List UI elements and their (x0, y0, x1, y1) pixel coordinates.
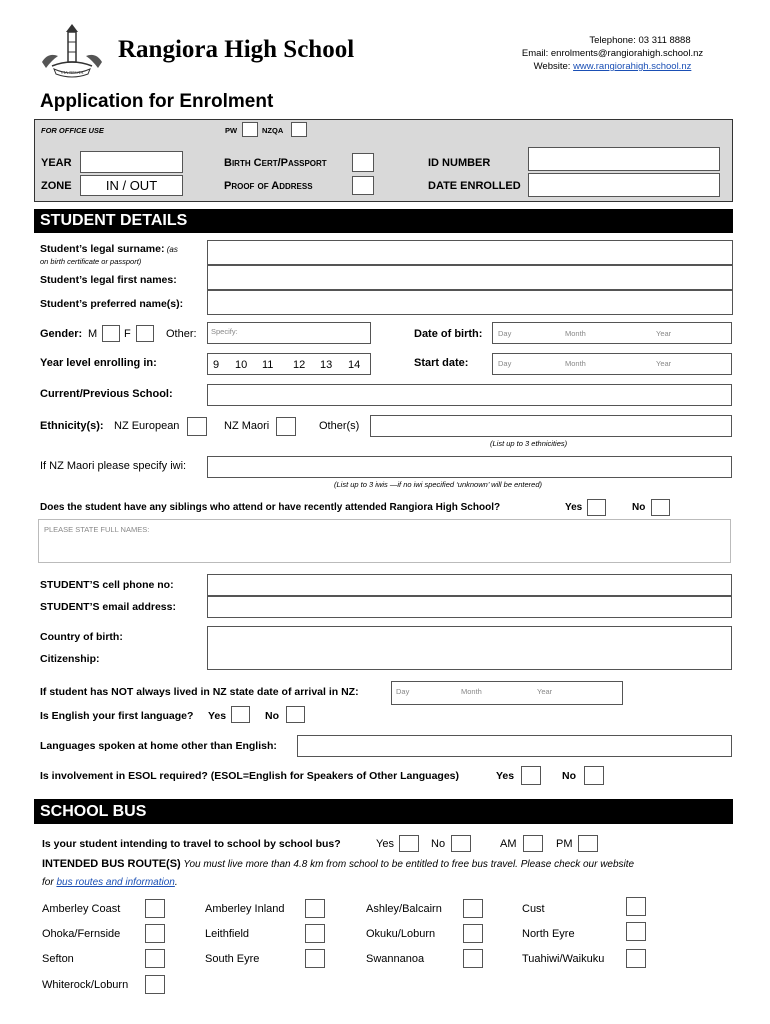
siblings-yes-label: Yes (565, 502, 583, 513)
bus-am-label: AM (500, 838, 517, 850)
proof-address-checkbox[interactable] (352, 176, 374, 195)
siblings-names-placeholder: PLEASE STATE FULL NAMES: (44, 525, 150, 534)
preferred-name-label: Student’s preferred name(s): (40, 298, 184, 310)
page-title: Application for Enrolment (40, 91, 274, 112)
surname-note-a: (as (164, 245, 178, 254)
route-label-okuku-loburn: Okuku/Loburn (366, 928, 436, 940)
route-checkbox-swannanoa[interactable] (463, 949, 483, 968)
bus-am-checkbox[interactable] (523, 835, 543, 852)
nz-maori-label: NZ Maori (224, 420, 270, 432)
route-label-tuahiwi-waikuku: Tuahiwi/Waikuku (522, 953, 605, 965)
gender-other-label: Other: (166, 328, 197, 340)
first-names-field[interactable] (207, 265, 733, 290)
dob-month-placeholder: Month (565, 329, 586, 338)
crest-motto: VIA RECTA (60, 70, 84, 75)
country-label: Country of birth: (40, 631, 123, 643)
route-label-sefton: Sefton (42, 953, 74, 965)
bus-no-checkbox[interactable] (451, 835, 471, 852)
arrival-label: If student has NOT always lived in NZ state date of arrival in NZ: (40, 686, 359, 698)
year-level-11[interactable]: 11 (262, 359, 274, 371)
dob-field[interactable] (492, 322, 732, 344)
esol-no-checkbox[interactable] (584, 766, 604, 785)
arrival-year-placeholder: Year (537, 687, 553, 696)
route-checkbox-amberley-inland[interactable] (305, 899, 325, 918)
iwi-note: (List up to 3 iwis —if no iwi specified ‘unknown’ will be entered) (334, 480, 543, 489)
english-yes-checkbox[interactable] (231, 706, 250, 723)
proof-address-label: Proof of Address (224, 180, 313, 192)
country-citizenship-field[interactable] (207, 626, 732, 670)
birth-cert-label: Birth Cert/Passport (224, 157, 327, 169)
dob-day-placeholder: Day (498, 329, 512, 338)
route-label-ashley-balcairn: Ashley/Balcairn (366, 903, 442, 915)
ethnicity-others-label: Other(s) (319, 420, 360, 432)
prev-school-label: Current/Previous School: (40, 388, 173, 400)
cell-label: STUDENT’S cell phone no: (40, 579, 174, 591)
email-label: STUDENT’S email address: (40, 601, 176, 613)
gender-f-checkbox[interactable] (136, 325, 154, 342)
english-no-label: No (265, 710, 279, 722)
start-date-field[interactable] (492, 353, 732, 375)
prev-school-field[interactable] (207, 384, 732, 406)
start-date-label: Start date: (414, 357, 469, 369)
start-year-placeholder: Year (656, 359, 672, 368)
bus-route-period: . (174, 877, 178, 888)
surname-label-text: Student’s legal surname: (40, 243, 165, 255)
nzqa-label: NZQA (262, 126, 284, 135)
surname-label (40, 243, 178, 255)
arrival-date-field[interactable] (391, 681, 623, 705)
route-label-south-eyre: South Eyre (205, 953, 260, 965)
siblings-no-label: No (632, 502, 646, 513)
date-enrolled-field[interactable] (528, 173, 720, 197)
route-checkbox-ashley-balcairn[interactable] (463, 899, 483, 918)
english-first-label: Is English your first language? (40, 710, 194, 722)
ethnicity-others-field[interactable] (370, 415, 732, 437)
nz-maori-checkbox[interactable] (276, 417, 296, 436)
route-label-north-eyre: North Eyre (522, 928, 575, 940)
gender-m-checkbox[interactable] (102, 325, 120, 342)
iwi-label: If NZ Maori please specify iwi: (40, 460, 187, 472)
bus-route-info-line2 (42, 877, 178, 888)
year-level-field[interactable] (207, 353, 371, 375)
route-checkbox-ohoka-fernside[interactable] (145, 924, 165, 943)
student-details-banner: STUDENT DETAILS (34, 209, 733, 233)
siblings-question: Does the student have any siblings who attend or have recently attended Rangiora High School? (40, 502, 501, 513)
route-checkbox-cust[interactable] (626, 897, 646, 916)
dob-year-placeholder: Year (656, 329, 672, 338)
specify-placeholder: Specify: (211, 327, 238, 336)
gender-label: Gender: (40, 328, 83, 340)
bus-no-label: No (431, 838, 446, 850)
school-bus-banner: SCHOOL BUS (34, 799, 733, 824)
route-label-amberley-inland: Amberley Inland (205, 903, 285, 915)
citizenship-label: Citizenship: (40, 653, 100, 665)
surname-note-b: on birth certificate or passport) (40, 257, 142, 266)
esol-yes-checkbox[interactable] (521, 766, 541, 785)
bus-route-info (42, 858, 634, 870)
bus-route-note2: for (42, 877, 57, 888)
esol-no-label: No (562, 770, 576, 782)
telephone: Telephone: 03 311 8888 (589, 35, 691, 46)
zone-value: IN / OUT (105, 178, 158, 193)
year-level-12[interactable]: 12 (293, 359, 306, 371)
arrival-day-placeholder: Day (396, 687, 410, 696)
ethnicity-label: Ethnicity(s): (40, 420, 104, 432)
year-field[interactable] (80, 151, 183, 173)
id-number-field[interactable] (528, 147, 720, 171)
gender-m-label: M (88, 328, 98, 340)
dob-label: Date of birth: (414, 328, 483, 340)
year-level-9[interactable]: 9 (213, 359, 220, 371)
siblings-yes-checkbox[interactable] (587, 499, 606, 516)
nz-european-label: NZ European (114, 420, 180, 432)
route-checkbox-tuahiwi-waikuku[interactable] (626, 949, 646, 968)
year-level-13[interactable]: 13 (320, 359, 333, 371)
date-enrolled-label: DATE ENROLLED (428, 180, 521, 192)
route-checkbox-sefton[interactable] (145, 949, 165, 968)
route-label-whiterock-loburn: Whiterock/Loburn (42, 979, 129, 991)
nzqa-checkbox[interactable] (291, 122, 307, 137)
route-label-ohoka-fernside: Ohoka/Fernside (42, 928, 121, 940)
first-names-label: Student’s legal first names: (40, 274, 177, 286)
iwi-field[interactable] (207, 456, 732, 478)
cell-field[interactable] (207, 574, 732, 596)
website-label: Website: (533, 61, 574, 72)
school-name: Rangiora High School (118, 36, 355, 63)
bus-pm-label: PM (556, 838, 573, 850)
preferred-name-field[interactable] (207, 290, 733, 315)
english-yes-label: Yes (208, 710, 227, 722)
pw-label: PW (225, 126, 238, 135)
gender-f-label: F (124, 328, 131, 340)
route-checkbox-leithfield[interactable] (305, 924, 325, 943)
siblings-no-checkbox[interactable] (651, 499, 670, 516)
website-link[interactable]: www.rangiorahigh.school.nz (573, 61, 692, 72)
bus-route-heading: INTENDED BUS ROUTE(S) (42, 858, 181, 870)
zone-label: ZONE (41, 180, 72, 192)
route-label-swannanoa: Swannanoa (366, 953, 425, 965)
esol-yes-label: Yes (496, 770, 515, 782)
year-level-14[interactable]: 14 (348, 359, 361, 371)
ethnicity-note: (List up to 3 ethnicities) (490, 439, 568, 448)
bus-pm-checkbox[interactable] (578, 835, 598, 852)
id-number-label: ID NUMBER (428, 157, 491, 169)
bus-question: Is your student intending to travel to school by school bus? (42, 838, 341, 850)
esol-label: Is involvement in ESOL required? (ESOL=English for Speakers of Other Languages) (40, 770, 460, 782)
email: Email: enrolments@rangiorahigh.school.nz (521, 48, 704, 59)
year-label: YEAR (41, 157, 72, 169)
route-checkbox-whiterock-loburn[interactable] (145, 975, 165, 994)
english-no-checkbox[interactable] (286, 706, 305, 723)
languages-field[interactable] (297, 735, 732, 757)
route-checkbox-north-eyre[interactable] (626, 922, 646, 941)
office-use-heading: FOR OFFICE USE (41, 126, 104, 135)
route-checkbox-okuku-loburn[interactable] (463, 924, 483, 943)
route-label-cust: Cust (522, 903, 545, 915)
nz-european-checkbox[interactable] (187, 417, 207, 436)
year-level-label: Year level enrolling in: (40, 357, 157, 369)
route-checkbox-south-eyre[interactable] (305, 949, 325, 968)
start-day-placeholder: Day (498, 359, 512, 368)
route-label-amberley-coast: Amberley Coast (42, 903, 121, 915)
arrival-month-placeholder: Month (461, 687, 482, 696)
year-level-10[interactable]: 10 (235, 359, 248, 371)
start-month-placeholder: Month (565, 359, 586, 368)
website (505, 61, 720, 72)
bus-yes-checkbox[interactable] (399, 835, 419, 852)
bus-route-note: You must live more than 4.8 km from school to be entitled to free bus travel. Please check our website (180, 859, 635, 870)
route-label-leithfield: Leithfield (205, 928, 250, 940)
birth-cert-checkbox[interactable] (352, 153, 374, 172)
languages-label: Languages spoken at home other than English: (40, 740, 277, 752)
surname-field[interactable] (207, 240, 733, 265)
email-field[interactable] (207, 596, 732, 618)
bus-yes-label: Yes (376, 838, 394, 850)
school-crest-logo (38, 22, 106, 78)
pw-checkbox[interactable] (242, 122, 258, 137)
route-checkbox-amberley-coast[interactable] (145, 899, 165, 918)
bus-route-link[interactable]: bus routes and information (56, 877, 175, 888)
